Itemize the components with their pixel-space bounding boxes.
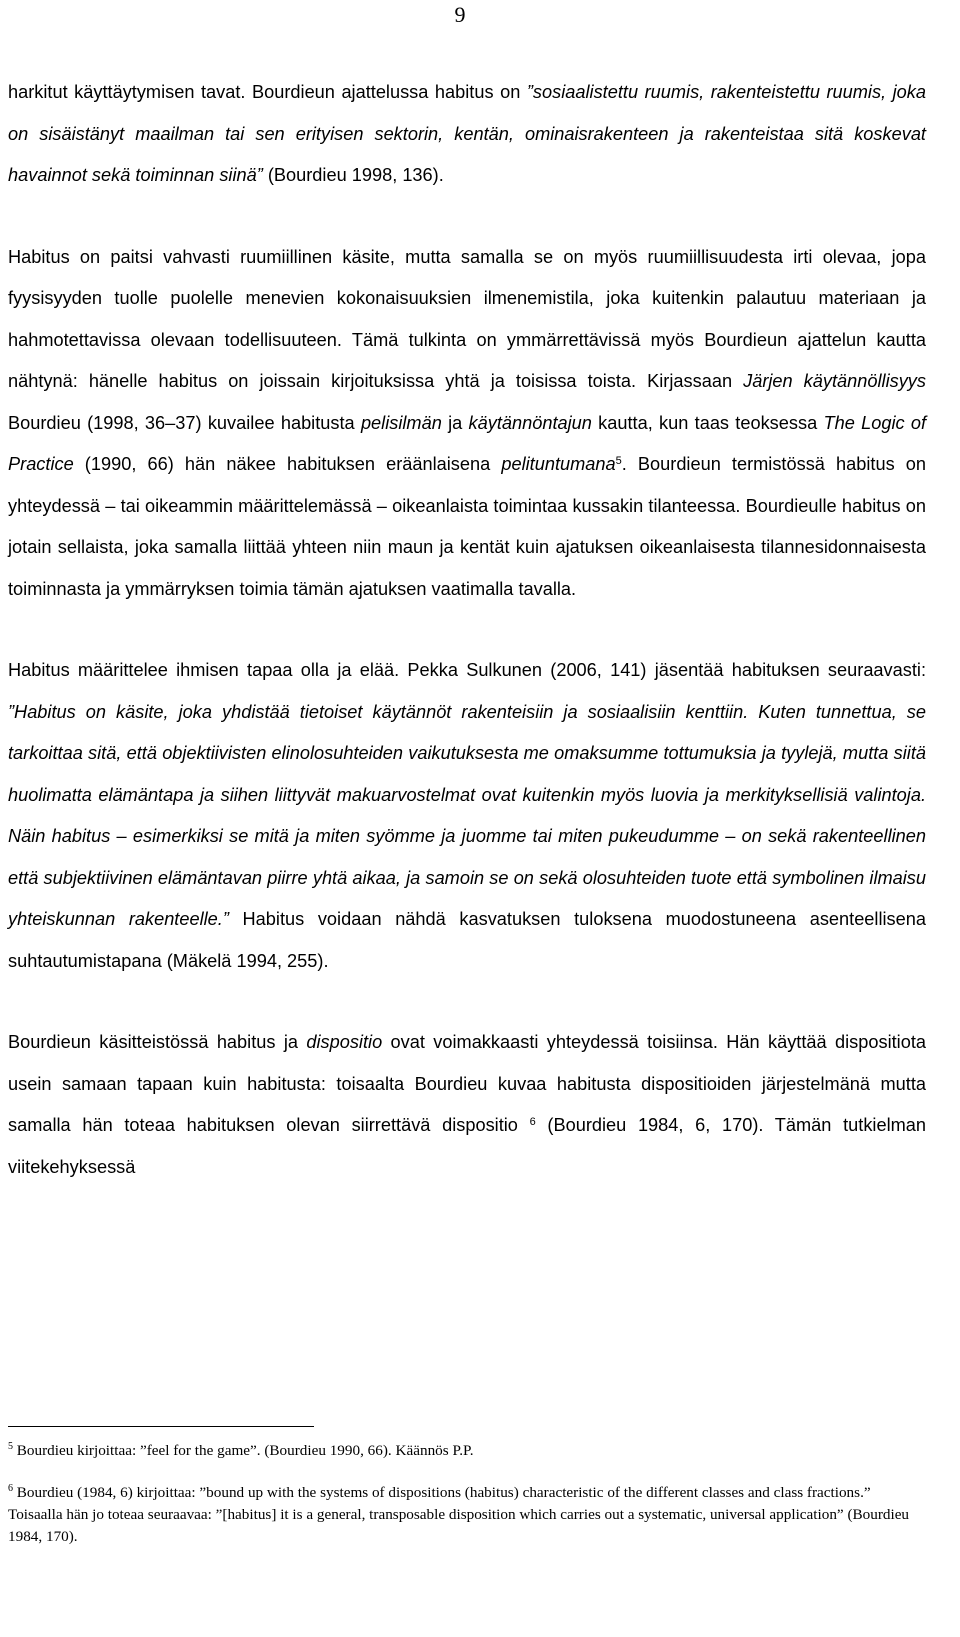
footnote-5: [8, 1440, 926, 1462]
footnote-number: 6: [8, 1483, 13, 1494]
text-span: . Bourdieun termistössä habitus on yhteydessä – tai oikeammin määrittelemässä – oikeanlaista toimintaa kussakin tilanteessa. Bourdieulle habitus on jotain sellaista, joka samalla liittää yhteen niin maun ja kentät kuin ajatuksen oikeanlaisesta tilannesidonnaisesta toiminnasta ja ymmärryksen toimia tämän ajatuksen vaatimalla tavalla.: [8, 454, 926, 599]
footnote-ref[interactable]: 6: [529, 1116, 536, 1128]
paragraph-sulkunen-quote: [8, 650, 926, 982]
text-span: ja: [441, 412, 469, 433]
footnote-number: 5: [8, 1441, 13, 1452]
text-span: (1990, 66) hän näkee habituksen eräänlaisena: [73, 454, 502, 474]
text-span: Habitus voidaan nähdä kasvatuksen tuloksena muodostuneena asenteellisena suhtautumistapana (Mäkelä 1994, 255).: [8, 909, 926, 971]
text-span: Habitus on paitsi vahvasti ruumiillinen käsite, mutta samalla se on myös ruumiillisuudesta irti olevaa, jopa fyysisyyden tuolle puolelle menevien kokonaisuuksien ilmenemistila, joka kuitenkin palautuu materiaan ja hahmotettavissa olevaan todellisuuteen. Tämä tulkinta on ymmärrettävissä myös Bourdieun ajattelun kautta nähtynä: hänelle habitus on joissain kirjoituksissa yhtä ja toisissa toista. Kirjassaan: [8, 246, 926, 391]
footnotes: [8, 1440, 926, 1548]
text-span: harkitut käyttäytymisen tavat. Bourdieun ajattelussa habitus on: [8, 82, 527, 102]
text-span: Bourdieun käsitteistössä habitus ja: [8, 1032, 307, 1052]
text-span: (Bourdieu 1998, 136).: [262, 165, 444, 185]
footnote-ref[interactable]: 5: [615, 455, 622, 467]
term-italic: käytännöntajun: [468, 412, 592, 433]
footnote-separator: [8, 1426, 314, 1427]
paragraph-habitus-embodiment: [8, 237, 926, 611]
footnote-6: [8, 1482, 926, 1548]
book-title-italic: The Logic of Practice: [8, 412, 927, 474]
text-span: kautta, kun taas teoksessa: [591, 412, 824, 433]
book-title-italic: Järjen käytännöllisyys: [743, 371, 926, 391]
paragraph-habitus-definition: [8, 72, 926, 197]
footnote-text: Bourdieu (1984, 6) kirjoittaa: ”bound up with the systems of dispositions (habitus) characteristic of the different classes and class fractions.” Toisaalla hän jo toteaa seuraavaa: ”[habitus] it is a general, transposable disposition which carries out a systematic, universal application” (Bourdieu 1984, 170).: [8, 1484, 910, 1545]
paragraph-dispositio: [8, 1022, 926, 1188]
footnote-text: Bourdieu kirjoittaa: ”feel for the game”. (Bourdieu 1990, 66). Käännös P.P.: [13, 1442, 474, 1459]
page-number: 9: [454, 2, 466, 27]
text-span: Habitus määrittelee ihmisen tapaa olla ja elää. Pekka Sulkunen (2006, 141) jäsentää habituksen seuraavasti:: [8, 660, 926, 680]
text-span: Bourdieu (1998, 36–37) kuvailee habitusta: [8, 412, 361, 433]
quote-italic: ”sosiaalistettu ruumis, rakenteistettu ruumis, joka on sisäistänyt maailman tai sen erityisen sektorin, kentän, ominaisrakenteen ja rakenteistaa sitä koskevat havainnot sekä toiminnan siinä”: [8, 82, 926, 185]
term-italic: dispositio: [306, 1032, 383, 1052]
term-italic: pelisilmän: [360, 412, 442, 433]
body-text: [8, 72, 926, 1188]
text-span: (Bourdieu 1984, 6, 170). Tämän tutkielman viitekehyksessä: [8, 1115, 926, 1177]
quote-italic: ”Habitus on käsite, joka yhdistää tietoiset käytännöt rakenteisiin ja sosiaalisiin kenttiin. Kuten tunnettua, se tarkoittaa sitä, että objektiivisten elinolosuhteiden vaikutuksesta me omaksumme tottumuksia ja tyylejä, mutta siitä huolimatta elämäntapa ja siihen liittyvät makuarvostelmat ovat kuitenkin myös luovia ja merkityksellisiä valintoja. Näin habitus – esimerkiksi se mitä ja miten syömme ja juomme tai miten pukeudumme – on sekä rakenteellinen että subjektiivinen elämäntavan piirre yhtä aikaa, ja samoin se on sekä olosuhteiden tuote että symbolinen ilmaisu yhteiskunnan rakenteelle.”: [8, 701, 926, 929]
term-italic: pelituntumana: [501, 454, 616, 474]
text-span: ovat voimakkaasti yhteydessä toisiinsa. Hän käyttää dispositiota usein samaan tapaan kuin habitusta: toisaalta Bourdieu kuvaa habitusta dispositioiden järjestelmänä mutta samalla hän toteaa habituksen olevan siirrettävä dispositio: [8, 1032, 926, 1135]
